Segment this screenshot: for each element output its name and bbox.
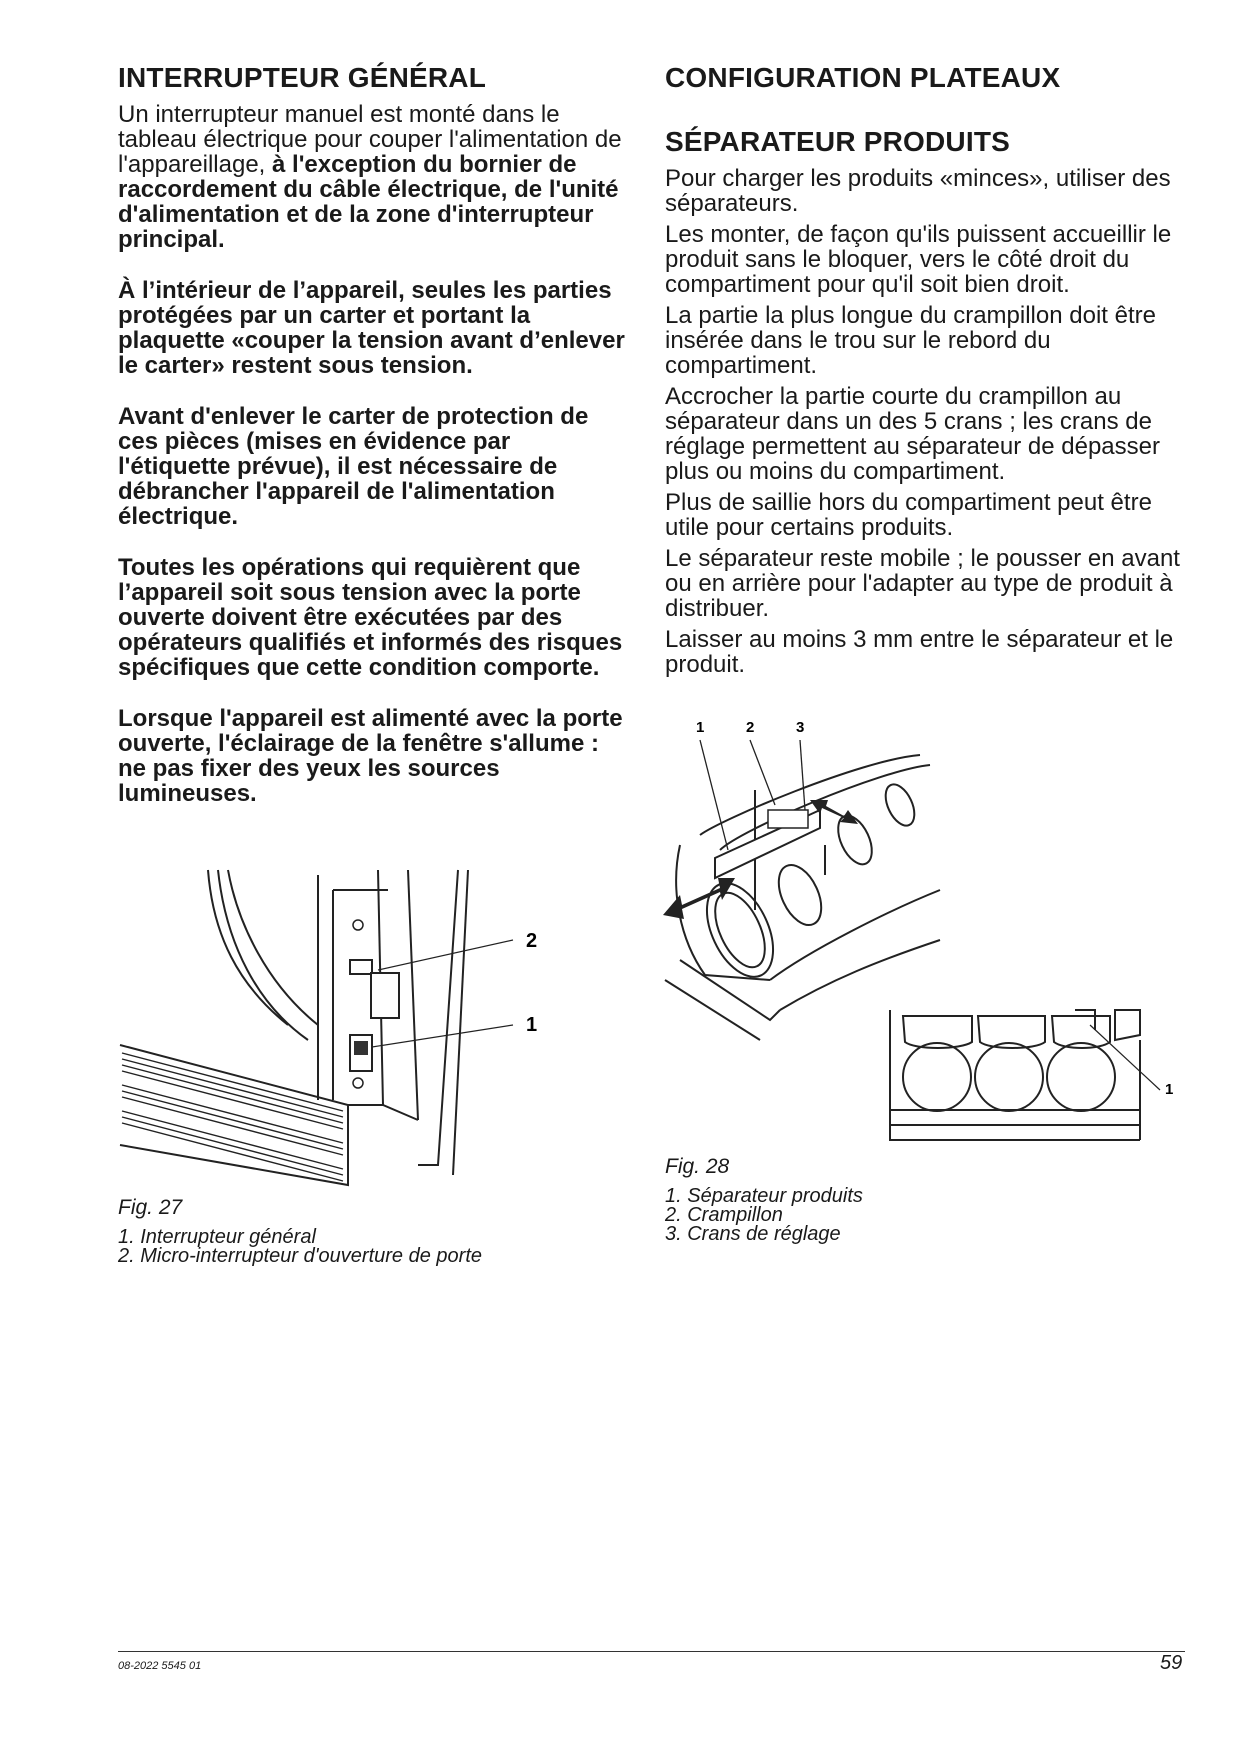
callout-label: 1 (1165, 1081, 1174, 1098)
figure-28-illustration (660, 710, 1180, 1155)
paragraph: Plus de saillie hors du compartiment peut être utile pour certains produits. (665, 489, 1152, 541)
caption-item: 1. Interrupteur général (118, 1226, 316, 1248)
figure-label: Fig. 27 (118, 1196, 183, 1219)
paragraph-qualified-operators: Toutes les opérations qui requièrent que l’appareil soit sous tension avec la porte ouverte doivent être exécutées par des opérateurs qualifiés et informés des risques spécifiques que cette condition comporte. (118, 554, 623, 681)
section-heading-product-separator: SÉPARATEUR PRODUITS (665, 126, 1011, 157)
paragraph: Accrocher la partie courte du crampillon au séparateur dans un des 5 crans ; les crans de réglage permettent au séparateur de dépasser plus ou moins du compartiment. (665, 383, 1160, 485)
document-code: 08-2022 5545 01 (118, 1660, 202, 1672)
callout-label: 2 (746, 719, 755, 736)
section-heading-main-switch: INTERRUPTEUR GÉNÉRAL (118, 62, 487, 93)
paragraph: Le séparateur reste mobile ; le pousser en avant ou en arrière pour l'adapter au type de produit à distribuer. (665, 545, 1180, 622)
caption-item: 1. Séparateur produits (665, 1185, 863, 1207)
figure-27-illustration (118, 865, 558, 1200)
paragraph-live-parts: À l’intérieur de l’appareil, seules les parties protégées par un carter et portant la plaquette «couper la tension avant d’enlever le carter» restent sous tension. (118, 277, 625, 379)
main-switch-drawing (118, 865, 558, 1195)
caption-item: 2. Micro-interrupteur d'ouverture de porte (118, 1245, 482, 1267)
paragraph-main-switch (118, 102, 628, 252)
left-column (118, 62, 628, 814)
paragraph-remove-cover: Avant d'enlever le carter de protection de ces pièces (mises en évidence par l'étiquette prévue), il est nécessaire de débrancher l'appareil de l'alimentation électrique. (118, 403, 589, 530)
paragraph-normal-text: Un interrupteur manuel est monté dans le tableau électrique pour couper l'alimentation de l'appareillage, (118, 101, 622, 178)
figure-label: Fig. 28 (665, 1155, 730, 1178)
callout-label: 2 (526, 930, 538, 952)
paragraph: Pour charger les produits «minces», utiliser des séparateurs. (665, 165, 1171, 217)
product-separator-drawing (660, 710, 1180, 1150)
callout-label: 3 (796, 719, 805, 736)
paragraph-lighting-warning: Lorsque l'appareil est alimenté avec la porte ouverte, l'éclairage de la fenêtre s'allume : ne pas fixer des yeux les sources lumineuses. (118, 705, 623, 807)
section-heading-tray-config: CONFIGURATION PLATEAUX (665, 62, 1061, 93)
right-column (665, 62, 1185, 683)
caption-item: 2. Crampillon (665, 1204, 783, 1226)
footer-divider (118, 1651, 1185, 1652)
callout-label: 1 (696, 719, 705, 736)
caption-item: 3. Crans de réglage (665, 1223, 841, 1245)
callout-label: 1 (526, 1014, 538, 1036)
paragraph: Laisser au moins 3 mm entre le séparateur et le produit. (665, 626, 1174, 678)
paragraph-bold-text: à l'exception du bornier de raccordement du câble électrique, de l'unité d'alimentation et de la zone d'interrupteur principal. (118, 151, 619, 253)
figure-28-caption-block (665, 1155, 1165, 1244)
paragraph: La partie la plus longue du crampillon doit être insérée dans le trou sur le rebord du compartiment. (665, 302, 1156, 379)
figure-27-caption-block (118, 1196, 618, 1266)
page-number: 59 (1160, 1652, 1183, 1674)
paragraph: Les monter, de façon qu'ils puissent accueillir le produit sans le bloquer, vers le côté droit du compartiment pour qu'il soit bien droit. (665, 221, 1172, 298)
